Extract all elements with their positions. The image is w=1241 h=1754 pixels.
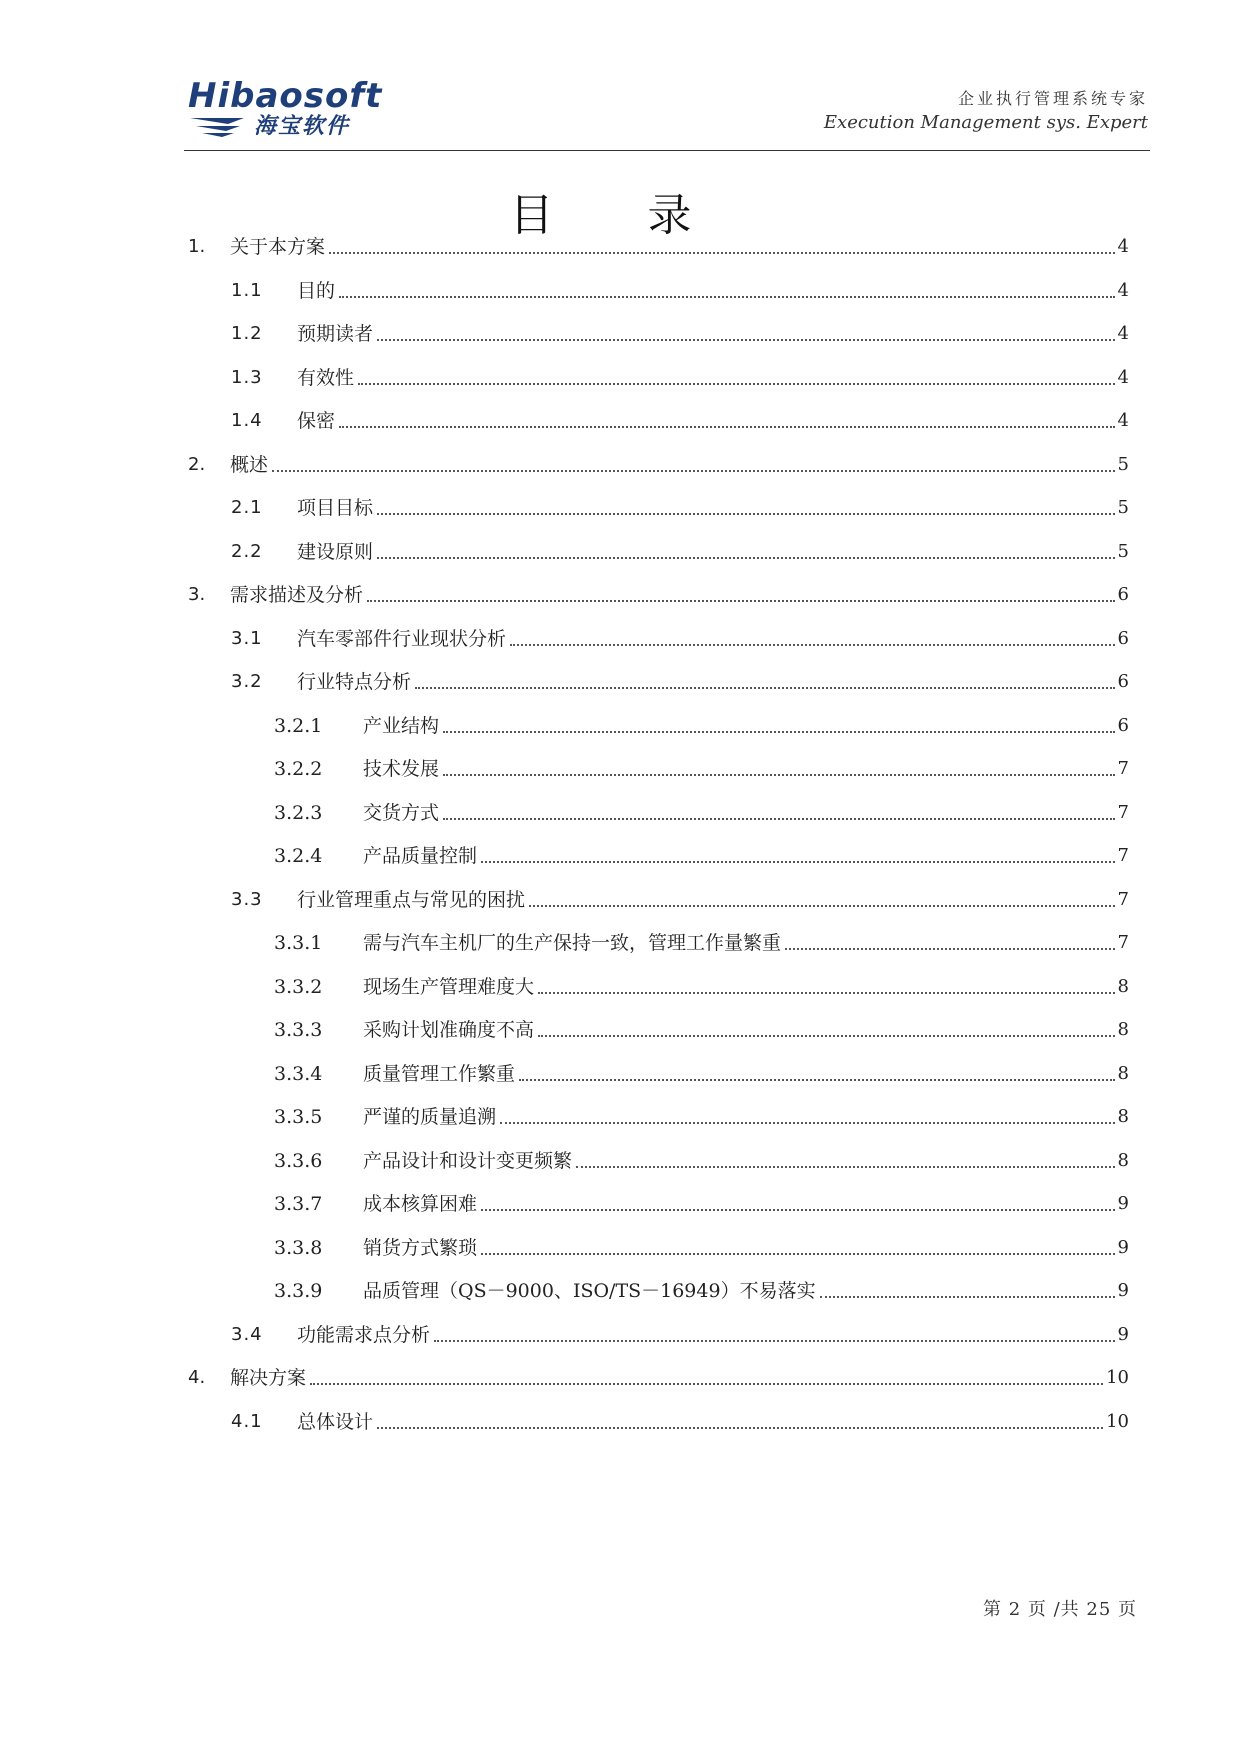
toc-entry-page-number: 4 (1117, 323, 1129, 344)
toc-entry-number: 3.3.4 (274, 1062, 323, 1085)
toc-dot-leader (519, 1078, 1115, 1081)
toc-entry[interactable] (231, 491, 1129, 521)
toc-entry[interactable] (231, 404, 1129, 434)
toc-entry-page-number: 8 (1117, 1019, 1129, 1040)
toc-entry[interactable] (231, 622, 1129, 652)
toc-dot-leader (500, 1121, 1115, 1124)
toc-entry[interactable] (188, 448, 1129, 478)
toc-dot-leader (329, 251, 1115, 254)
toc-entry-page-number: 5 (1117, 453, 1129, 475)
page-title: 目 录 (509, 190, 732, 241)
toc-entry-number: 4. (188, 1367, 206, 1388)
toc-entry-title: 预期读者 (297, 323, 374, 345)
toc-entry-title: 汽车零部件行业现状分析 (297, 627, 507, 650)
toc-entry-number: 3.3.7 (274, 1193, 323, 1215)
toc-entry-page-number: 4 (1117, 236, 1129, 257)
toc-entry-number: 1.1 (231, 279, 263, 301)
toc-dot-leader (576, 1165, 1115, 1168)
toc-entry[interactable] (274, 1231, 1129, 1261)
toc-entry-title: 项目目标 (297, 497, 374, 519)
toc-entry-page-number: 9 (1117, 1193, 1129, 1214)
toc-entry-number: 3. (188, 584, 206, 605)
toc-entry-page-number: 5 (1117, 497, 1129, 518)
toc-dot-leader (339, 425, 1115, 428)
toc-entry-title: 概述 (230, 453, 269, 476)
toc-dot-leader (820, 1295, 1115, 1298)
toc-entry-page-number: 4 (1117, 279, 1129, 301)
toc-entry-page-number: 6 (1117, 584, 1129, 605)
toc-entry-page-number: 7 (1117, 845, 1129, 866)
toc-entry-title: 建设原则 (297, 540, 374, 563)
toc-dot-leader (529, 904, 1115, 907)
toc-entry-number: 2.2 (231, 540, 263, 562)
toc-dot-leader (443, 773, 1115, 776)
toc-entry-page-number: 6 (1117, 671, 1129, 692)
toc-entry-number: 1.3 (231, 366, 263, 388)
toc-dot-leader (377, 556, 1115, 559)
toc-entry-page-number: 5 (1117, 540, 1129, 562)
toc-entry[interactable] (274, 1144, 1129, 1174)
toc-entry-number: 3.3.2 (274, 975, 323, 998)
toc-entry-title: 有效性 (297, 366, 355, 389)
toc-entry-number: 3.2.4 (274, 845, 323, 867)
page-footer: 第 2 页 /共 25 页 (982, 1599, 1137, 1620)
toc-entry-number: 3.1 (231, 627, 263, 649)
toc-entry-title: 严谨的质量追溯 (363, 1106, 497, 1128)
toc-dot-leader (510, 643, 1115, 646)
toc-dot-leader (443, 730, 1115, 733)
toc-entry-number: 3.2 (231, 671, 263, 692)
toc-entry-page-number: 10 (1106, 1410, 1129, 1432)
toc-entry-title: 现场生产管理难度大 (363, 975, 535, 998)
toc-entry-title: 总体设计 (297, 1410, 374, 1433)
toc-entry-page-number: 6 (1117, 714, 1129, 736)
toc-entry-page-number: 8 (1117, 975, 1129, 997)
toc-entry[interactable] (231, 535, 1129, 565)
toc-entry-title: 解决方案 (230, 1367, 307, 1389)
tagline-chinese: 企业执行管理系统专家 (957, 89, 1148, 108)
toc-dot-leader (538, 991, 1115, 994)
toc-entry-number: 3.2.3 (274, 801, 323, 824)
toc-dot-leader (481, 1208, 1115, 1211)
toc-dot-leader (481, 860, 1115, 863)
toc-entry-number: 3.3.3 (274, 1019, 323, 1041)
toc-entry-title: 关于本方案 (230, 236, 326, 258)
tagline-english: Execution Management sys. Expert (823, 112, 1148, 133)
toc-entry-title: 需求描述及分析 (230, 584, 364, 606)
toc-entry-page-number: 4 (1117, 366, 1129, 388)
toc-entry-page-number: 8 (1117, 1149, 1129, 1171)
toc-entry[interactable] (231, 317, 1129, 347)
toc-entry-title: 交货方式 (363, 801, 440, 824)
toc-entry-number: 3.2.1 (274, 714, 323, 737)
toc-entry-title: 技术发展 (363, 758, 440, 780)
toc-dot-leader (358, 382, 1115, 385)
toc-entry[interactable] (274, 970, 1129, 1000)
toc-entry[interactable] (274, 709, 1129, 739)
toc-entry-number: 3.3.1 (274, 932, 323, 954)
toc-entry-title: 成本核算困难 (363, 1193, 478, 1215)
toc-entry-number: 3.3.9 (274, 1280, 323, 1302)
toc-entry-page-number: 8 (1117, 1106, 1129, 1127)
toc-entry[interactable] (274, 1057, 1129, 1087)
toc-entry[interactable] (231, 274, 1129, 304)
toc-entry-title: 需与汽车主机厂的生产保持一致，管理工作量繁重 (363, 932, 782, 954)
toc-entry[interactable] (274, 1100, 1129, 1130)
toc-dot-leader (377, 512, 1115, 515)
logo-wordmark: Hibaosoft (188, 76, 383, 116)
toc-entry-number: 1. (188, 236, 206, 257)
toc-entry[interactable] (274, 752, 1129, 782)
toc-entry-title: 销货方式繁琐 (363, 1236, 478, 1259)
toc-entry-title: 目的 (297, 279, 336, 302)
toc-entry[interactable] (231, 1318, 1129, 1348)
toc-entry-number: 1.2 (231, 323, 263, 344)
toc-entry-title: 质量管理工作繁重 (363, 1062, 516, 1085)
toc-dot-leader (538, 1034, 1115, 1037)
toc-entry[interactable] (231, 883, 1129, 913)
toc-entry-title: 行业管理重点与常见的困扰 (297, 888, 526, 911)
toc-entry[interactable] (188, 230, 1129, 260)
toc-entry-page-number: 7 (1117, 888, 1129, 910)
toc-entry-page-number: 9 (1117, 1323, 1129, 1345)
toc-entry-page-number: 7 (1117, 758, 1129, 779)
toc-entry[interactable] (274, 1274, 1129, 1304)
toc-entry-number: 2. (188, 453, 206, 475)
toc-entry[interactable] (274, 926, 1129, 956)
toc-dot-leader (310, 1382, 1103, 1385)
toc-entry-number: 3.2.2 (274, 758, 323, 780)
toc-entry-page-number: 10 (1106, 1367, 1129, 1388)
toc-entry-title: 品质管理（QS－9000、ISO/TS－16949）不易落实 (363, 1280, 816, 1302)
toc-entry-title: 行业特点分析 (297, 671, 412, 693)
toc-entry[interactable] (231, 665, 1129, 695)
toc-entry[interactable] (188, 578, 1129, 608)
toc-entry[interactable] (274, 839, 1129, 869)
toc-entry-number: 3.4 (231, 1323, 263, 1345)
toc-dot-leader (367, 599, 1115, 602)
toc-dot-leader (443, 817, 1115, 820)
toc-entry-number: 3.3.6 (274, 1149, 323, 1172)
toc-entry-page-number: 7 (1117, 801, 1129, 823)
toc-dot-leader (339, 295, 1115, 298)
toc-entry-title: 采购计划准确度不高 (363, 1019, 535, 1041)
toc-entry[interactable] (274, 796, 1129, 826)
toc-entry-number: 3.3.5 (274, 1106, 323, 1128)
toc-entry-page-number: 9 (1117, 1236, 1129, 1258)
toc-dot-leader (415, 686, 1115, 689)
toc-entry[interactable] (188, 1361, 1129, 1391)
toc-entry[interactable] (231, 361, 1129, 391)
toc-entry-number: 4.1 (231, 1410, 263, 1432)
toc-entry[interactable] (274, 1187, 1129, 1217)
toc-dot-leader (434, 1339, 1115, 1342)
toc-entry-title: 产品设计和设计变更频繁 (363, 1149, 573, 1172)
toc-entry-title: 产业结构 (363, 714, 440, 737)
toc-dot-leader (481, 1252, 1115, 1255)
toc-entry-page-number: 6 (1117, 627, 1129, 649)
toc-entry-title: 产品质量控制 (363, 845, 478, 867)
toc-entry-number: 1.4 (231, 410, 263, 431)
toc-entry[interactable] (274, 1013, 1129, 1043)
logo-chinese-name: 海宝软件 (254, 114, 351, 139)
toc-dot-leader (377, 1426, 1103, 1429)
toc-entry-page-number: 8 (1117, 1062, 1129, 1084)
toc-entry[interactable] (231, 1405, 1129, 1435)
toc-entry-number: 2.1 (231, 497, 263, 518)
toc-dot-leader (785, 947, 1115, 950)
toc-dot-leader (377, 338, 1115, 341)
toc-entry-title: 功能需求点分析 (297, 1323, 431, 1346)
toc-entry-page-number: 9 (1117, 1280, 1129, 1301)
toc-entry-number: 3.3 (231, 888, 263, 910)
toc-entry-title: 保密 (297, 410, 336, 432)
toc-dot-leader (272, 469, 1115, 472)
toc-entry-number: 3.3.8 (274, 1236, 323, 1259)
toc-entry-page-number: 4 (1117, 410, 1129, 431)
toc-entry-page-number: 7 (1117, 932, 1129, 953)
